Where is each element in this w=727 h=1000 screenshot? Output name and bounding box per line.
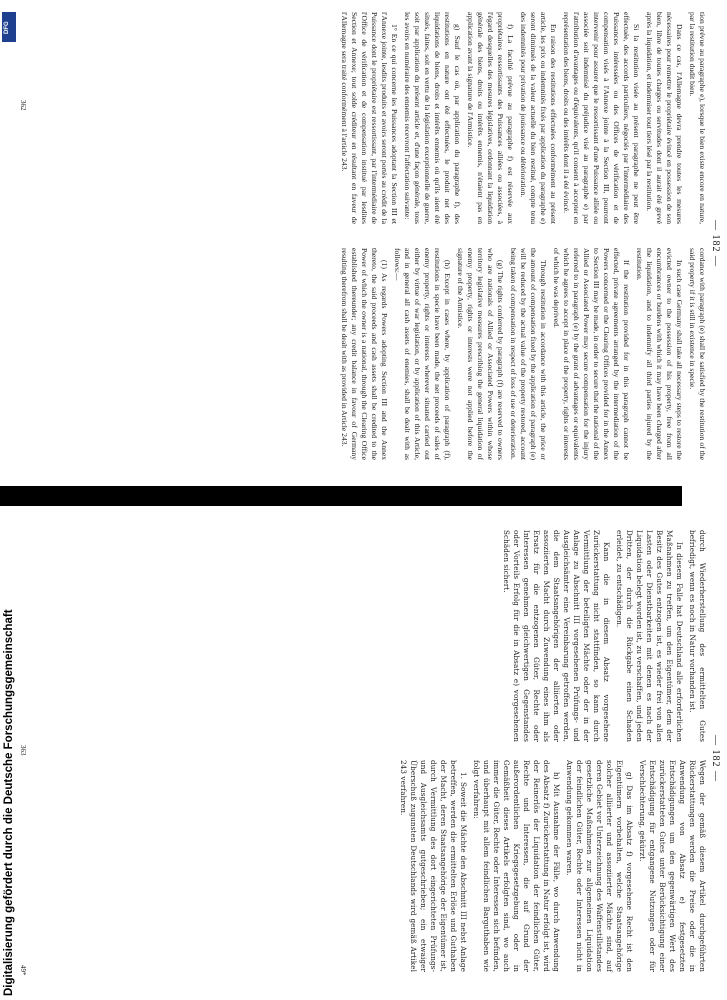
german-column-1	[498, 530, 707, 742]
de-paragraph: Wegen der gemäß diesem Artikel durchgeführten Rückerstattungen werden die Preise oder die in Anwendung von Absatz e) festgesetzten Entschädigungen um den gegenwärtigen Wert des zurückerstatteten Gutes unter Berücksichtigung einer Entschädigung für entgangene Nutzungen oder für Verschlechterung, gekürzt.	[638, 760, 707, 972]
de-paragraph: durch Wiederherstellung des ermittelten Gutes befriedigt, wenn es noch in Natur vorhanden ist.	[688, 530, 707, 742]
de-paragraph: Kann die in diesem Absatz vorgesehene Zurückerstattung nicht stattfinden, so kann durch Vermittlung der beteiligten Mächte oder der in der Anlage zu Abschnitt III vorgesehenen Prüfungs- und Ausgleichsämter eine Vereinbarung getroffen werden, die dem Staatsangehörigen der alliierten oder assoziierten Macht durch Zuwendung eines ihm als Ersatz für die entzogenen Güter, Rechte oder Interessen genehmen gleichwertigen Gegenstandes oder Vorteils Erfolg für die in Absatz e) vorgesehenen Schäden sichert.	[502, 530, 611, 742]
fr-paragraph: Si la restitution visée au présent paragraphe ne peut être effectuée, des accords particuliers, négociés par l'intermédiaire des Puissances intéressées ou des Offices de vérification et de compensation visés à l'Annexe jointe à la Section III, pourront intervenir pour assurer que le ressortissant d'une Puissance alliée ou associée soit indemnisé du préjudice visé au paragraphe e) par l'attribution d'avantages ou d'équivalents, qu'il consent à accepter en représentation des biens, droits ou des intérêts dont il a été évincé.	[562, 12, 641, 224]
fr-paragraph: tion prévue au paragraphe e), lorsque le bien existe encore en nature, par la restitution dudit bien.	[688, 12, 707, 224]
en-paragraph: (g) The rights conferred by paragraph (f) are reserved to owners who are nationals of Allied or Associated Powers within whose territory legislative measures prescribing the general liquidation of enemy property, rights or interests were not applied before the signature of the Armistice.	[456, 248, 505, 460]
left-page-header: — 182 —	[710, 220, 721, 267]
english-column	[336, 248, 707, 460]
dfg-logo-text: DFG	[4, 21, 10, 34]
right-page-number: 363	[19, 745, 27, 756]
left-page-number: 362	[19, 100, 27, 111]
en-paragraph: If the restitution provided for in this paragraph cannot be effected, private agreements arranged by the intermediation of the Powers concerned or the Clearing Offices provided for in the Annex to Section III may be made, in order to secure that the national of the Allied or Associated Power may secure compensation for the injury referred to in paragraph (e) by the grant of advantages or equivalents which he agrees to accept in place of the property, rights or interests of which he was deprived.	[552, 248, 631, 460]
right-page-header: — 182 —	[710, 735, 721, 782]
right-page	[0, 520, 727, 1000]
en-paragraph: In such case Germany shall take all necessary steps to restore the evicted owner to the possession of his property, free from all encumbrances or burdens with which it may have been charged after the liquidation, and to indemnify all third parties injured by the restitution.	[635, 248, 684, 460]
french-column	[336, 12, 707, 224]
fr-paragraph: g) Sauf le cas où, par application du paragraphe f), des restitutions en nature ont été effectuées, le produit net des liquidations de biens, droits et intérêts ennemis où qu'ils aient été situés, faites, soit en vertu de la législation exceptionnelle de guerre, soit par application du présent article et, d'une façon générale, tous les avoirs en numéraire des ennemis recevront l'affectation suivante:	[403, 12, 462, 224]
en-paragraph: (1) As regards Powers adopting Section III and the Annex thereto, the said proceeds and cash assets shall be credited to the Power of which the owner is a national, through the Clearing Office established thereunder; any credit balance in favour of Germany resulting therefrom shall be dealt with as provided in Article 243.	[340, 248, 389, 460]
german-column-2	[395, 760, 707, 972]
fr-paragraph: 1° En ce qui concerne les Puissances adoptant la Section III et l'Annexe jointe, lesdits produits et avoirs seront portés au crédit de la Puissance dont le propriétaire est ressortissant, par l'intermédiaire de l'Office de vérification et de compensation institué par lesdites Section et Annexe; tout solde créditeur en résultant en faveur de l'Allemagne sera traité conformément à l'article 243.	[340, 12, 399, 224]
de-paragraph: 1. Soweit die Mächte den Abschnitt III nebst Anlage betreffen, werden die ermittelten Erlöse und Guthaben der Macht, deren Staatsangehörige der Eigentümer ist, durch Vermittlung des dort eingerichteten Prüfungs- und Ausgleichsamts gutgeschrieben; ein etwaiger Überschuß zugunsten Deutschlands wird gemäß Artikel 243 verfahren.	[399, 760, 468, 972]
en-paragraph: (h) Except in cases where, by application of paragraph (f), restitutions in specie have been made, the net proceeds of sales of enemy property, rights or interests wherever situated carried out either by virtue of war legislation, or by application of this Article, and in general all cash assets of enemies, shall be dealt with as follows:—	[393, 248, 452, 460]
fr-paragraph: Dans ce cas, l'Allemagne devra prendre toutes les mesures nécessaires pour remettre le propriétaire évincé en possession de son bien, libre de toutes charges ou servitudes dont il aurait été grevé après la liquidation, et indemniser tout tiers lésé par la restitution.	[645, 12, 684, 224]
en-paragraph: cordance with paragraph (e) shall be satisfied by the restitution of the said property if it is still in existence in specie.	[688, 248, 707, 460]
digitization-credit: Digitalisierung gefördert durch die Deutsche Forschungsgemeinschaft	[3, 609, 15, 996]
left-page	[0, 0, 727, 485]
en-paragraph: Through restitution in accordance with this article, the price or the amount of compensation fixed by the application of paragraph (e) will be reduced by the actual value of the property restored, account being taken of compensation in respect of loss of use or deterioration.	[509, 248, 548, 460]
fr-paragraph: En raison des restitutions effectuées conformément au présent article, les prix ou indemnités fixés par application du paragraphe e) seront diminués de la valeur actuelle du bien restitué, compte tenu des indemnités pour privation de jouissance ou détérioration.	[519, 12, 558, 224]
de-paragraph: h) Mit Ausnahme der Fälle, wo durch Anwendung des Absatz f) Zurückerstattung in Natur erfolgt ist, wird der Reinerlös der Liquidation der feindlichen Güter, Rechte und Interessen, die auf Grund der außerordentlichen Kriegsgesetzgebung oder in Gemäßheit dieses Artikels erfolgten sind, wo auch immer die Güter, Rechte oder Interessen sich befinden, und überhaupt mit allem feindlichen Barguthaben wie folgt verfahren:	[472, 760, 561, 972]
de-paragraph: In diesem Falle hat Deutschland alle erforderlichen Maßnahmen zu treffen, um den Eigentümer, dem der Besitz des Gutes entzogen ist, es wieder frei von allen Lasten oder Dienstbarkeiten mit denen es nach der Liquidation belegt worden ist, zu verschaffen, und jeden Dritten, der durch die Rückgabe einen Schaden erleidet, zu entschädigen.	[615, 530, 684, 742]
fr-paragraph: f) La faculté prévue au paragraphe f) est réservée aux propriétaires ressortissants des Puissances alliées ou associées, à l'égard desquelles des mesures législatives, ordonnant la liquidation générale des biens, droits ou intérêts ennemis, n'étaient pas en application avant la signature de l'Armistice.	[466, 12, 515, 224]
de-paragraph: g) Das im Absatz f) vorgesehene Recht ist den Eigentümern vorbehalten, welche Staatsangehörige solcher alliierter und assoziierter Mächte sind, auf deren Gebiet vor Unterzeichnung des Waffenstillstandes gesetzliche Maßnahmen zur allgemeinen Liquidation der feindlichen Güter, Rechte oder Interessen nicht in Anwendung gekommen waren.	[565, 760, 634, 972]
page-gutter-bar	[0, 486, 682, 506]
signature-mark: 49*	[19, 965, 27, 976]
